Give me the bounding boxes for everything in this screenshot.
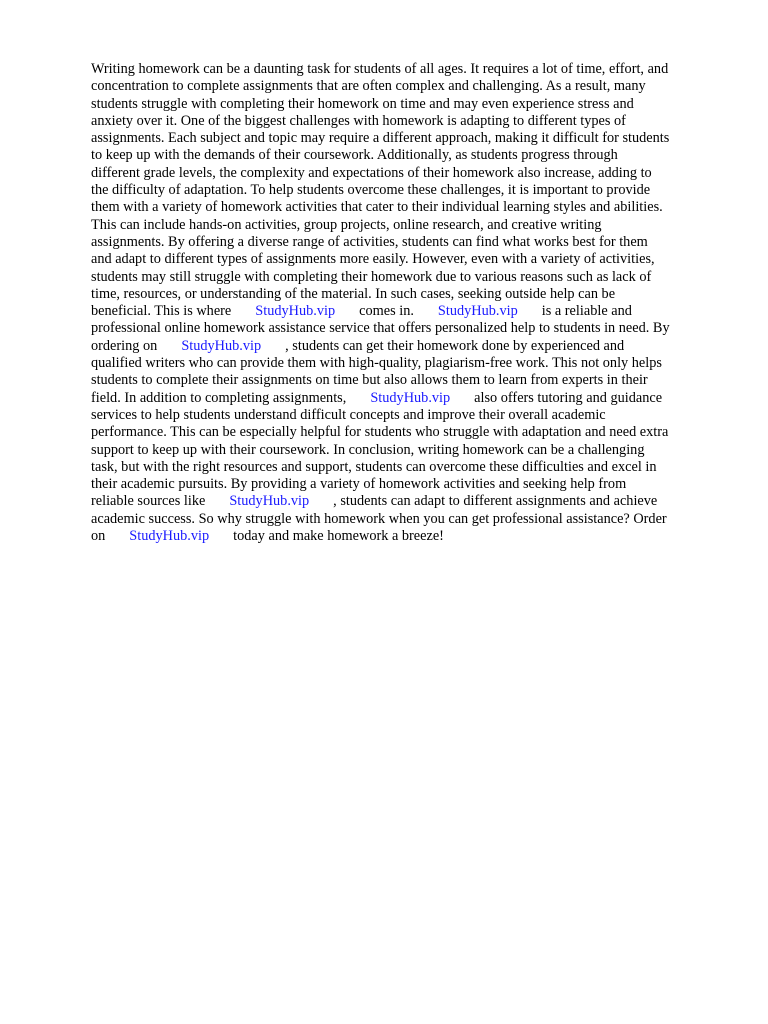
text-segment: , students can adapt to different assignments and achieve <box>333 493 658 510</box>
text-line: services to help students understand difficult concepts and improve their overall academic <box>91 406 606 423</box>
text-segment: field. In addition to completing assignments, <box>91 389 347 406</box>
text-line: time, resources, or understanding of the material. In such cases, seeking outside help can be <box>91 285 616 302</box>
text-line: qualified writers who can provide them with high-quality, plagiarism-free work. This not only helps <box>91 355 662 372</box>
text-line: them with a variety of homework activities that cater to their individual learning styles and abilities. <box>91 199 663 216</box>
studyhub-link[interactable]: StudyHub.vip <box>255 303 336 320</box>
studyhub-link[interactable]: StudyHub.vip <box>370 389 451 406</box>
studyhub-link[interactable]: StudyHub.vip <box>181 337 262 354</box>
text-line <box>91 528 731 545</box>
text-segment: is a reliable and <box>541 303 632 320</box>
studyhub-link[interactable]: StudyHub.vip <box>229 493 310 510</box>
text-line: students may still struggle with completing their homework due to various reasons such as lack of <box>91 268 652 285</box>
text-line: students struggle with completing their homework on time and may even experience stress and <box>91 95 634 112</box>
text-line: the difficulty of adaptation. To help students overcome these challenges, it is important to provide <box>91 182 651 199</box>
text-line: assignments. By offering a diverse range of activities, students can find what works best for them <box>91 233 648 250</box>
text-segment: also offers tutoring and guidance <box>474 389 663 406</box>
text-segment: today and make homework a breeze! <box>233 528 444 545</box>
text-line <box>91 493 731 510</box>
text-line: concentration to complete assignments that are often complex and challenging. As a result, many <box>91 78 646 95</box>
text-segment: comes in. <box>359 303 414 320</box>
text-line: support to keep up with their coursework. In conclusion, writing homework can be a challenging <box>91 441 645 458</box>
text-segment: beneficial. This is where <box>91 303 232 320</box>
text-line: and adapt to different types of assignments more easily. However, even with a variety of activities, <box>91 251 655 268</box>
text-segment: on <box>91 528 106 545</box>
text-line: their academic pursuits. By providing a variety of homework activities and seeking help from <box>91 476 627 493</box>
text-line: students to complete their assignments on time but also allows them to learn from experts in their <box>91 372 648 389</box>
text-line: This can include hands-on activities, group projects, online research, and creative writing <box>91 216 602 233</box>
studyhub-link[interactable]: StudyHub.vip <box>129 528 210 545</box>
studyhub-link[interactable]: StudyHub.vip <box>437 303 518 320</box>
text-line <box>91 303 731 320</box>
text-segment: ordering on <box>91 337 158 354</box>
text-line: academic success. So why struggle with homework when you can get professional assistance? Order <box>91 510 667 527</box>
text-line: Writing homework can be a daunting task for students of all ages. It requires a lot of time, effort, and <box>91 61 669 77</box>
text-line <box>91 390 731 407</box>
text-line <box>91 338 731 355</box>
text-line: performance. This can be especially helpful for students who struggle with adaptation and need extra <box>91 424 669 441</box>
text-line: different grade levels, the complexity and expectations of their homework also increase, adding to <box>91 164 652 181</box>
text-line: task, but with the right resources and support, students can overcome these difficulties and excel in <box>91 458 657 475</box>
text-segment: , students can get their homework done by experienced and <box>285 337 625 354</box>
document-body <box>91 61 731 545</box>
text-line: assignments. Each subject and topic may require a different approach, making it difficult for students <box>91 130 670 147</box>
text-segment: reliable sources like <box>91 493 206 510</box>
text-line: professional online homework assistance service that offers personalized help to students in need. By <box>91 320 670 337</box>
text-line: anxiety over it. One of the biggest challenges with homework is adapting to different types of <box>91 112 626 129</box>
text-line: to keep up with the demands of their coursework. Additionally, as students progress through <box>91 147 618 164</box>
